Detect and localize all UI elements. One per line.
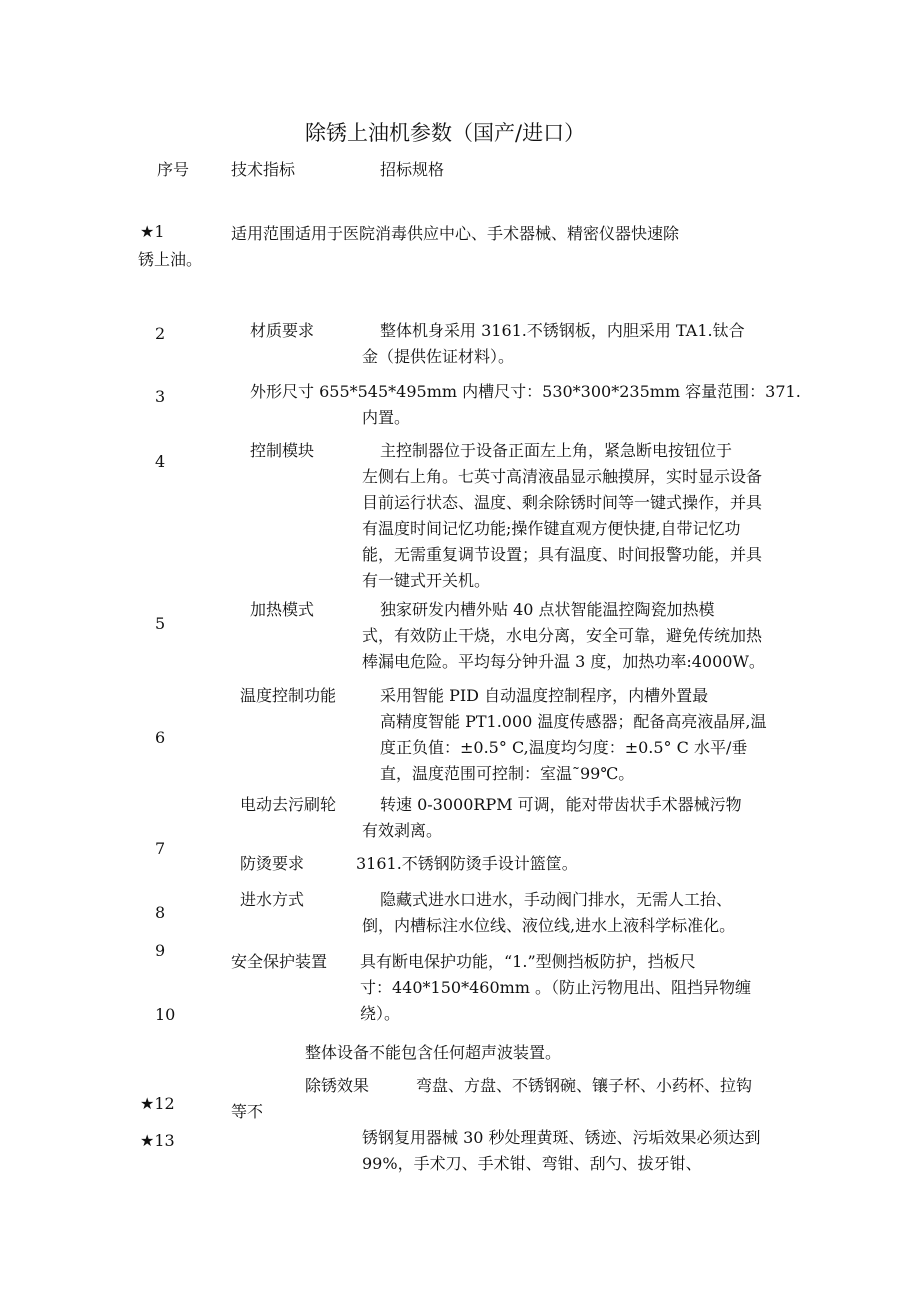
row-12-label-cont: 等不 [231,1102,264,1121]
row-6-line: 高精度智能 PT1.000 温度传感器；配备高亮液晶屏,温 [380,712,767,731]
header-indicator: 技术指标 [231,160,296,179]
row-10-line: 寸：440*150*460mm 。（防止污物甩出、阻挡异物缠 [360,978,752,997]
row-7-label: 电动去污刷轮 [240,795,337,814]
row-6-line: 度正负值：±0.5° C,温度均匀度：±0.5° C 水平/垂 [380,738,748,757]
row-5-line: 式，有效防止干烧，水电分离，安全可靠，避免传统加热 [362,626,763,645]
row-4-line: 左侧右上角。七英寸高清液晶显示触摸屏，实时显示设备 [362,467,763,486]
row-5-line: 独家研发内槽外贴 40 点状智能温控陶瓷加热模 [380,600,715,619]
row-4-no: 4 [155,452,166,471]
row-4-label: 控制模块 [250,441,315,460]
row-8-line: 隐藏式进水口进水，手动阀门排水，无需人工抬、 [380,890,733,909]
row-10-no: 10 [155,1005,176,1024]
row-1-text-cont: 锈上油。 [138,250,203,269]
row-4-line: 能，无需重复调节设置；具有温度、时间报警功能，并具 [362,545,763,564]
row-4-line: 主控制器位于设备正面左上角，紧急断电按钮位于 [380,441,733,460]
row-3-no: 3 [155,387,166,406]
row-1-no: ★1 [140,222,165,241]
row-4-line: 目前运行状态、温度、剩余除锈时间等一键式操作，并具 [362,493,763,512]
row-3-line: 内置。 [362,408,411,427]
row-8-label: 进水方式 [240,890,305,909]
row-8-line: 倒，内槽标注水位线、液位线,进水上液科学标准化。 [362,916,736,935]
row-13-line: 锈钢复用器械 30 秒处理黄斑、锈迹、污垢效果必须达到 [362,1128,761,1147]
row-7-sub-text: 3161.不锈钢防烫手设计篮筐。 [356,854,578,873]
row-4-line: 有一键式开关机。 [362,571,491,590]
row-7-line: 有效剥离。 [362,821,443,840]
header-no: 序号 [157,160,190,179]
row-2-label: 材质要求 [250,321,315,340]
row-6-label: 温度控制功能 [240,686,337,705]
row-1-text: 适用范围适用于医院消毒供应中心、手术器械、精密仪器快速除 [231,224,680,243]
row-12-no: ★12 [140,1094,175,1113]
row-2-line: 整体机身采用 3161.不锈钢板，内胆采用 TA1.钛合 [380,321,745,340]
page-title: 除锈上油机参数（国产/进口） [305,121,586,145]
row-2-line: 金（提供佐证材料）。 [362,347,515,366]
row-6-no: 6 [155,728,166,747]
row-12-label: 除锈效果 [305,1076,370,1095]
row-8-no: 8 [155,903,166,922]
row-6-line: 采用智能 PID 自动温度控制程序，内槽外置最 [380,686,709,705]
row-13-line: 99%，手术刀、手术钳、弯钳、刮勺、拔牙钳、 [362,1154,702,1173]
header-spec: 招标规格 [380,160,445,179]
row-6-line: 直，温度范围可控制：室温˜99℃。 [380,764,635,783]
row-3-line: 外形尺寸 655*545*495mm 内槽尺寸：530*300*235mm 容量范围：371. [250,382,801,401]
row-5-no: 5 [155,614,166,633]
row-12-text: 弯盘、方盘、不锈钢碗、镶子杯、小药杯、拉钩 [416,1076,753,1095]
row-13-no: ★13 [140,1131,175,1150]
row-9-no: 9 [155,941,166,960]
row-7-sub-label: 防烫要求 [240,854,305,873]
row-10-line: 具有断电保护功能，“1.”型侧挡板防护，挡板尺 [360,952,696,971]
row-2-no: 2 [155,324,166,343]
row-10-line: 绕）。 [360,1004,401,1023]
row-5-line: 棒漏电危险。平均每分钟升温 3 度，加热功率:4000W。 [362,652,765,671]
row-7-no: 7 [155,839,166,858]
row-7-line: 转速 0-3000RPM 可调，能对带齿状手术器械污物 [380,795,742,814]
row-11-text: 整体设备不能包含任何超声波装置。 [305,1043,562,1062]
row-4-line: 有温度时间记忆功能;操作键直观方便快捷,自带记忆功 [362,519,741,538]
row-10-label: 安全保护装置 [231,952,328,971]
row-5-label: 加热模式 [250,600,315,619]
